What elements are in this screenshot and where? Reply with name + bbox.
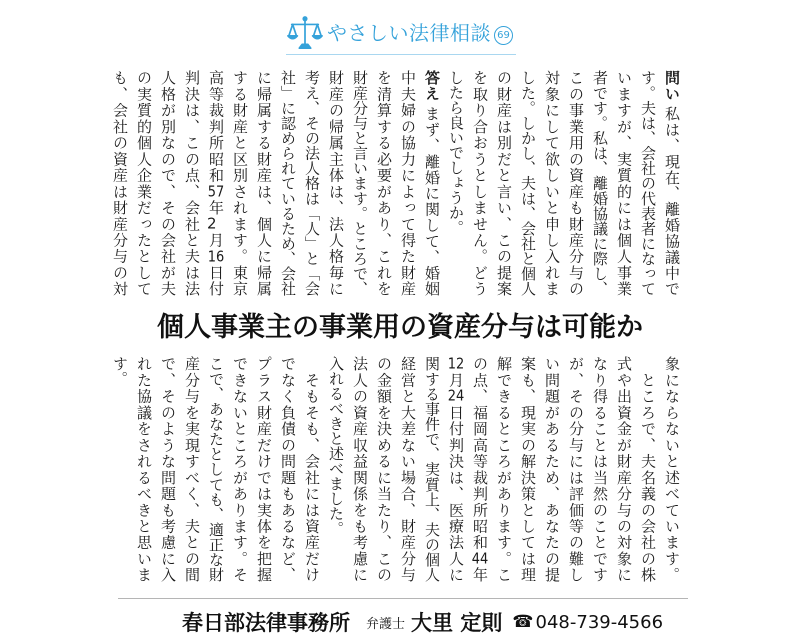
upright-digits: 57 <box>207 183 225 199</box>
column-text: の実質的個人企業だったとして <box>135 70 153 296</box>
text-column <box>636 70 660 296</box>
column-text: を取り合おうとしません。どう <box>471 70 489 296</box>
text-column <box>372 70 396 296</box>
text-column <box>348 70 372 296</box>
column-text: も、会社の資産は財産分与の対 <box>111 70 129 296</box>
text-column <box>612 356 636 582</box>
text-column <box>276 70 300 296</box>
column-text: 産分与を実現すべく、夫との間 <box>183 356 201 582</box>
column-text: の財産は別だと言い、この提案 <box>495 70 513 296</box>
column-text: 考え、その法人格は「人」と「会 <box>303 70 321 296</box>
text-column <box>396 70 420 296</box>
text-column <box>612 70 636 296</box>
column-text: 入れるべきと述べました。 <box>327 356 345 536</box>
column-text: できないところがあります。そ <box>231 356 249 582</box>
footer-divider <box>118 598 688 599</box>
column-text: 式や出資金が財産分与の対象に <box>615 356 633 582</box>
column-text: ところで、夫名義の会社の株 <box>639 356 657 582</box>
column-text: こで、あなたとしても、適正な財 <box>207 356 225 582</box>
question-answer-upper-block <box>108 70 684 296</box>
column-text: 中夫婦の協力によって得た財産 <box>399 70 417 296</box>
text-column <box>516 356 540 582</box>
column-text: でなく負債の問題もあるなど、 <box>279 356 297 582</box>
upright-digits: 44 <box>471 550 489 566</box>
column-text: い問題があるため、あなたの提 <box>543 356 561 582</box>
lawyer-name: 大里 定則 <box>411 611 503 635</box>
text-column <box>300 70 324 296</box>
text-column <box>420 356 444 582</box>
column-header <box>286 12 513 54</box>
column-text: する財産と区別されます。東京 <box>231 70 249 296</box>
upright-digits: 16 <box>207 248 225 264</box>
law-office-name: 春日部法律事務所 <box>182 611 350 635</box>
text-column <box>252 70 276 296</box>
headline: 個人事業主の事業用の資産分与は可能か <box>157 312 643 343</box>
text-column <box>444 70 468 296</box>
column-text: したら良いでしょうか。 <box>447 70 465 235</box>
text-column <box>108 70 132 296</box>
text-column <box>660 356 684 582</box>
text-column <box>588 356 612 582</box>
text-column <box>540 356 564 582</box>
upright-digits: 2 <box>207 216 217 232</box>
issue-number-badge: 69 <box>494 26 513 45</box>
text-column <box>156 70 180 296</box>
series-title: やさしい法律相談 <box>327 21 491 45</box>
column-text: 人格が別なので、その会社が夫 <box>159 70 177 296</box>
column-text: 案も、現実の解決策としては理 <box>519 356 537 582</box>
text-column <box>132 70 156 296</box>
column-text: 高等裁判所昭和57年2月16日付 <box>207 70 225 296</box>
upright-digits: 12 <box>447 356 465 371</box>
column-text: 12月24日付判決は、医療法人に <box>447 356 465 582</box>
text-column <box>348 356 372 582</box>
text-column <box>468 70 492 296</box>
text-column <box>228 356 252 582</box>
text-column <box>420 70 444 296</box>
column-text: 法人の資産収益関係をも考慮に <box>351 356 369 582</box>
text-column <box>588 70 612 296</box>
column-text: なり得ることは当然のことです <box>591 356 609 582</box>
text-column <box>564 356 588 582</box>
column-text: 解できるところがあります。こ <box>495 356 513 582</box>
upright-digits: 24 <box>447 388 465 404</box>
phone-number: 048-739-4566 <box>535 611 664 633</box>
column-text: の金額を決めるに当たり、この <box>375 356 393 582</box>
text-column <box>252 356 276 582</box>
text-column <box>132 356 156 582</box>
text-column <box>156 356 180 582</box>
text-column <box>324 356 348 582</box>
text-column <box>492 70 516 296</box>
column-text: で、そのような問題も考慮に入 <box>159 356 177 582</box>
column-text: 関する事件で、実質上、夫の個人 <box>423 356 441 582</box>
text-column <box>180 356 204 582</box>
text-column <box>300 356 324 582</box>
text-column <box>396 356 420 582</box>
column-text: 財産の帰属主体は、法人格毎に <box>327 70 345 296</box>
column-text: の点、福岡高等裁判所昭和44年 <box>471 356 489 582</box>
text-column <box>276 356 300 582</box>
text-column <box>204 356 228 582</box>
column-text: 経営と大差ない場合、財産分与 <box>399 356 417 582</box>
text-column <box>228 70 252 296</box>
scales-of-justice-icon <box>286 14 324 52</box>
text-column <box>636 356 660 582</box>
text-column <box>324 70 348 296</box>
lawyer-title: 弁護士 <box>366 616 406 632</box>
text-column <box>564 70 588 296</box>
text-column <box>516 70 540 296</box>
text-column <box>540 70 564 296</box>
text-column <box>180 70 204 296</box>
column-text: す。 <box>111 356 129 386</box>
text-column <box>660 70 684 296</box>
header-divider <box>286 54 516 55</box>
column-text: 者です。私は、離婚協議に際し、 <box>591 70 609 296</box>
text-column <box>372 356 396 582</box>
telephone-icon: ☎ <box>512 612 534 632</box>
footer <box>182 607 663 637</box>
question-label: 問い <box>663 70 681 102</box>
column-text: 象にならないと述べています。 <box>663 356 681 582</box>
column-text: が、その分与には評価等の難し <box>567 356 585 582</box>
column-text: そもそも、会社には資産だけ <box>303 356 321 582</box>
answer-label: 答え <box>423 70 441 102</box>
column-text: いますが、実質的には個人事業 <box>615 70 633 296</box>
column-text: す。夫は、会社の代表者になって <box>639 70 657 296</box>
text-column <box>468 356 492 582</box>
column-text: を清算する必要があり、これを <box>375 70 393 296</box>
column-text: 判決は、この点、会社と夫は法 <box>183 70 201 296</box>
column-text: れた協議をされるべきと思いま <box>135 356 153 582</box>
text-column <box>204 70 228 296</box>
column-text: プラス財産だけでは実体を把握 <box>255 356 273 582</box>
column-text: した。しかし、夫は、会社と個人 <box>519 70 537 296</box>
column-text: に帰属する財産は、個人に帰属 <box>255 70 273 296</box>
column-text: この事業用の資産も財産分与の <box>567 70 585 296</box>
answer-lower-block <box>108 356 684 582</box>
column-text: 財産分与と言います。ところで、 <box>351 70 369 296</box>
column-text: 対象にして欲しいと申し入れま <box>543 70 561 296</box>
column-text: まず、離婚に関して、婚姻 <box>423 105 441 296</box>
text-column <box>444 356 468 582</box>
text-column <box>108 356 132 582</box>
column-text: 私は、現在、離婚協議中で <box>663 105 681 296</box>
column-text: 社」に認められているため、会社 <box>279 70 297 296</box>
text-column <box>492 356 516 582</box>
